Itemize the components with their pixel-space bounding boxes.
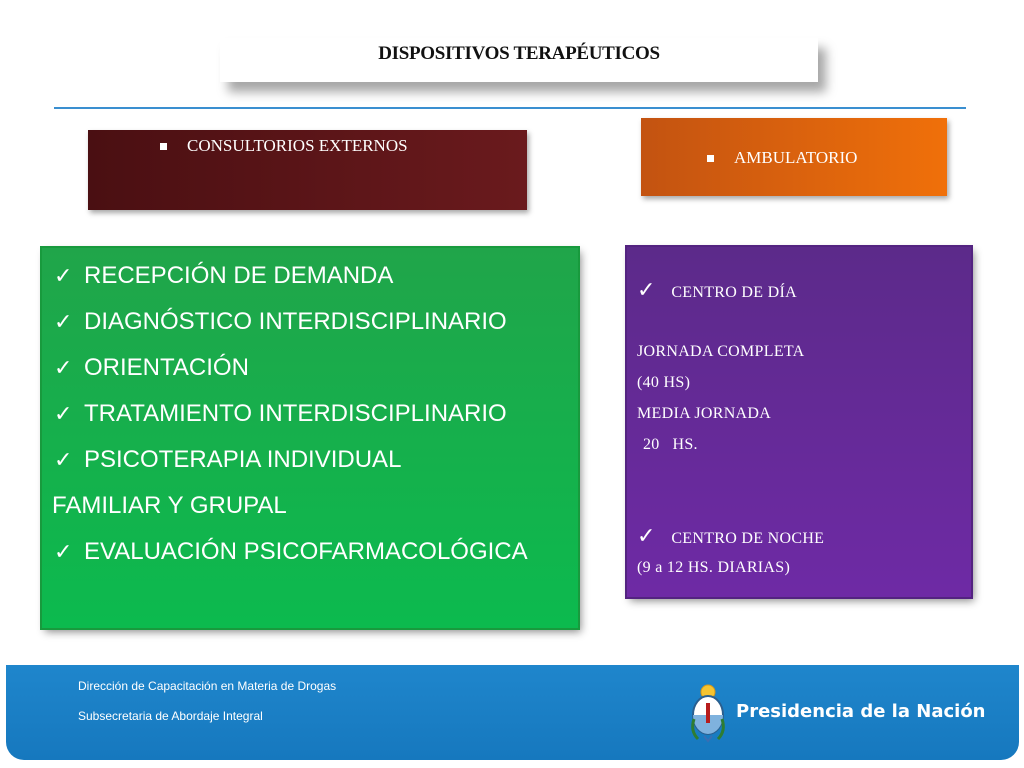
footer-band xyxy=(6,665,1019,760)
media-jornada-text: MEDIA JORNADA xyxy=(637,405,772,422)
check-icon: ✓ xyxy=(54,447,73,472)
ambulatorio-label: AMBULATORIO xyxy=(734,148,858,167)
centro-noche-item: ✓ CENTRO DE NOCHE xyxy=(637,523,825,548)
title-box xyxy=(220,38,818,82)
list-item-continuation: FAMILIAR Y GRUPAL xyxy=(52,492,287,519)
list-item: ✓ RECEPCIÓN DE DEMANDA xyxy=(54,262,394,289)
check-icon: ✓ xyxy=(637,277,656,302)
check-icon: ✓ xyxy=(637,523,656,548)
square-bullet-icon xyxy=(707,155,714,162)
check-icon: ✓ xyxy=(54,309,73,334)
list-item: ✓ DIAGNÓSTICO INTERDISCIPLINARIO xyxy=(54,308,507,335)
check-icon: ✓ xyxy=(54,355,73,380)
centro-dia-item: ✓ CENTRO DE DÍA xyxy=(637,277,797,302)
footer-line-subsecretaria: Subsecretaria de Abordaje Integral xyxy=(78,709,263,723)
jornada-completa-text: JORNADA COMPLETA xyxy=(637,343,805,360)
media-jornada-hours: 20 HS. xyxy=(643,436,698,453)
header-rule xyxy=(54,107,966,109)
national-coat-of-arms-icon xyxy=(686,681,730,748)
centro-noche-hours: (9 a 12 HS. DIARIAS) xyxy=(637,559,791,576)
ambulatorio-list-box xyxy=(627,247,971,597)
list-item: ✓ TRATAMIENTO INTERDISCIPLINARIO xyxy=(54,400,507,427)
consultorios-list-box xyxy=(42,248,578,628)
jornada-completa-hours: (40 HS) xyxy=(637,374,691,391)
check-icon: ✓ xyxy=(54,539,73,564)
presidencia-brand-text: Presidencia de la Nación xyxy=(736,701,986,722)
consultorios-externos-label: CONSULTORIOS EXTERNOS xyxy=(187,136,408,155)
check-icon: ✓ xyxy=(54,263,73,288)
square-bullet-icon xyxy=(160,143,167,150)
list-item: ✓ ORIENTACIÓN xyxy=(54,354,249,381)
footer-line-direccion: Dirección de Capacitación en Materia de Drogas xyxy=(78,679,337,693)
check-icon: ✓ xyxy=(54,401,73,426)
ambulatorio-header xyxy=(641,118,947,196)
list-item: ✓ EVALUACIÓN PSICOFARMACOLÓGICA xyxy=(54,538,528,565)
list-item: ✓ PSICOTERAPIA INDIVIDUAL xyxy=(54,446,402,473)
consultorios-externos-header xyxy=(88,130,527,210)
slide-title: DISPOSITIVOS TERAPÉUTICOS xyxy=(378,43,660,64)
